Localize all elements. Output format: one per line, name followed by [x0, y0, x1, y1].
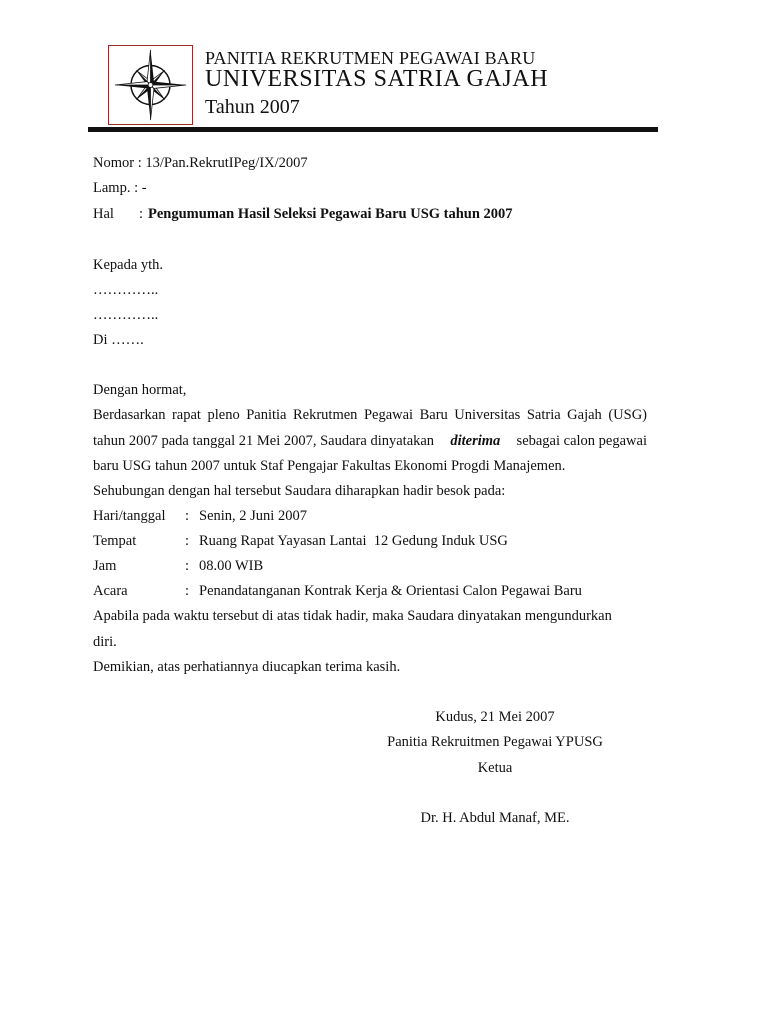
signature-role: Ketua — [477, 760, 513, 776]
schedule-colon: : — [185, 583, 190, 599]
letter-subject-colon: : — [139, 206, 144, 222]
recipient-address-dots: ………….. — [93, 307, 159, 323]
schedule-label-place: Tempat — [93, 533, 137, 549]
compass-star-icon — [109, 46, 192, 124]
schedule-value-event: Penandatanganan Kontrak Kerja & Orientasi Calon Pegawai Baru — [199, 583, 582, 599]
letterhead-university: UNIVERSITAS SATRIA GAJAH — [205, 66, 549, 92]
letterhead-committee: PANITIA REKRUTMEN PEGAWAI BARU — [205, 48, 536, 68]
paragraph-1-line-2-start: tahun 2007 pada tanggal 21 Mei 2007, Saudara dinyatakan — [93, 433, 438, 449]
signature-place-date: Kudus, 21 Mei 2007 — [435, 709, 555, 725]
schedule-colon: : — [185, 508, 190, 524]
greeting: Dengan hormat, — [93, 382, 187, 398]
recipient-place: Di ……. — [93, 332, 144, 348]
schedule-value-time: 08.00 WIB — [199, 558, 264, 574]
paragraph-1-line-2 — [93, 433, 647, 450]
letter-subject-label: Hal — [93, 206, 114, 222]
signature-organization: Panitia Rekruitmen Pegawai YPUSG — [387, 734, 603, 750]
schedule-colon: : — [185, 558, 190, 574]
schedule-value-place: Ruang Rapat Yayasan Lantai 12 Gedung Induk USG — [199, 533, 508, 549]
recipient-name-dots: ………….. — [93, 282, 159, 298]
signatory-name: Dr. H. Abdul Manaf, ME. — [420, 810, 570, 826]
accepted-emphasis: diterima — [450, 433, 501, 449]
paragraph-3-line-2: diri. — [93, 634, 117, 650]
letterhead-year: Tahun 2007 — [205, 96, 300, 118]
closing-sentence: Demikian, atas perhatiannya diucapkan terima kasih. — [93, 659, 401, 675]
paragraph-1-line-2-end: sebagai calon pegawai — [512, 433, 647, 449]
paragraph-1-line-3: baru USG tahun 2007 untuk Staf Pengajar Fakultas Ekonomi Progdi Manajemen. — [93, 458, 566, 474]
schedule-label-event: Acara — [93, 583, 128, 599]
recipient-to: Kepada yth. — [93, 257, 164, 273]
letter-number: Nomor : 13/Pan.RekrutIPeg/IX/2007 — [93, 155, 308, 171]
schedule-value-date: Senin, 2 Juni 2007 — [199, 508, 307, 524]
paragraph-1-line-1: Berdasarkan rapat pleno Panitia Rekrutmen Pegawai Baru Universitas Satria Gajah (USG) — [93, 407, 647, 423]
letter-subject: Pengumuman Hasil Seleksi Pegawai Baru USG tahun 2007 — [148, 206, 513, 222]
university-logo — [108, 45, 193, 125]
schedule-label-time: Jam — [93, 558, 117, 574]
letterhead-divider — [88, 127, 658, 132]
paragraph-3-line-1: Apabila pada waktu tersebut di atas tidak hadir, maka Saudara dinyatakan mengundurkan — [93, 608, 612, 624]
schedule-colon: : — [185, 533, 190, 549]
letter-attachment: Lamp. : - — [93, 180, 147, 196]
paragraph-2: Sehubungan dengan hal tersebut Saudara diharapkan hadir besok pada: — [93, 483, 506, 499]
schedule-label-date: Hari/tanggal — [93, 508, 166, 524]
